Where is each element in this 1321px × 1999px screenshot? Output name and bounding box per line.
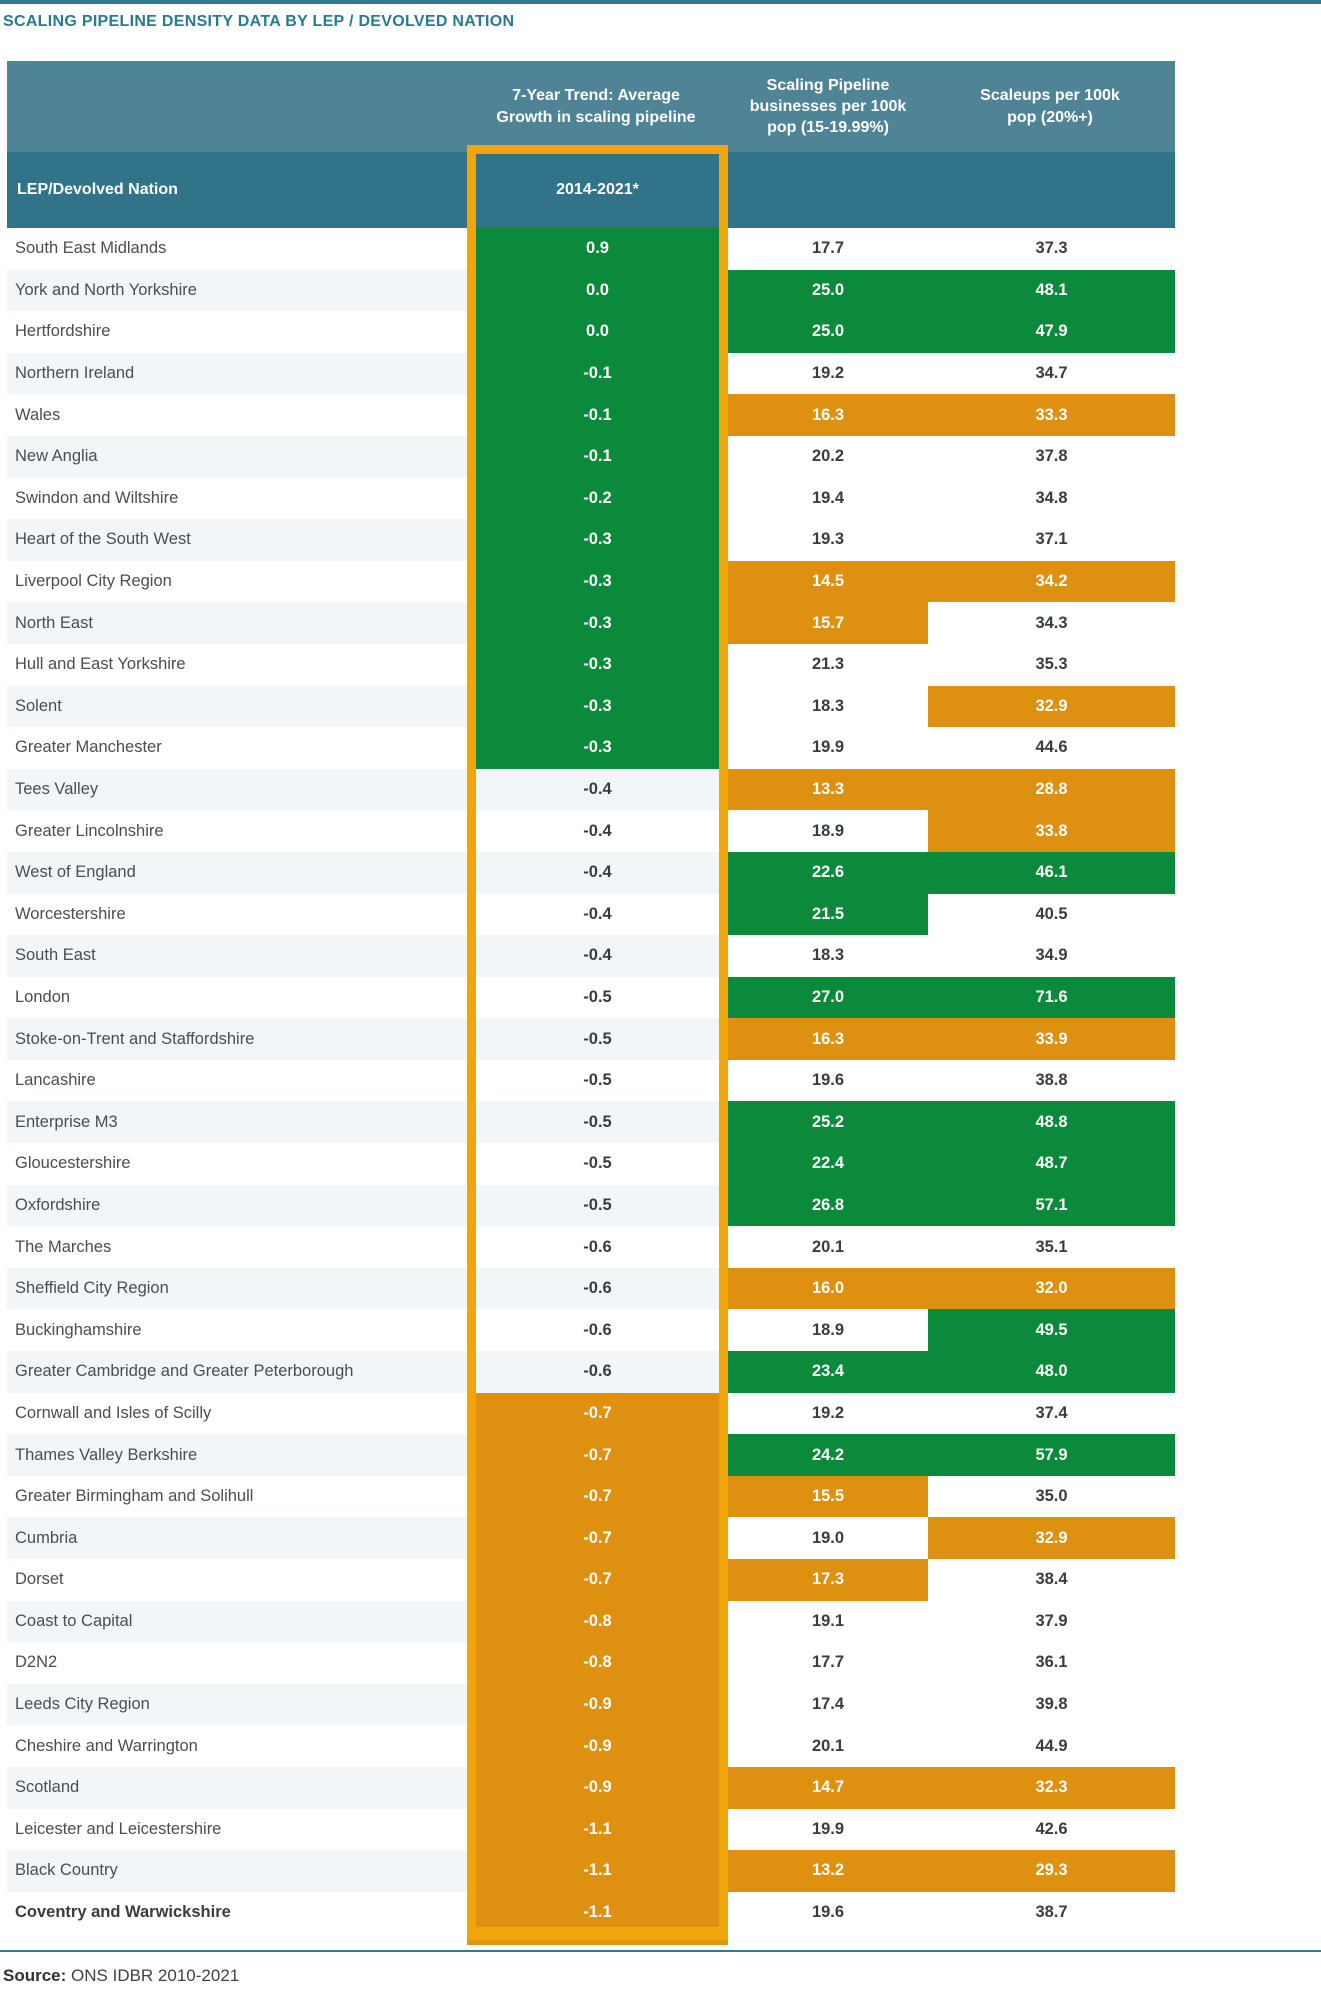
table-row: [7, 478, 1175, 520]
table-row: [7, 769, 1175, 811]
region-name-cell: South East: [15, 946, 96, 965]
region-name-cell: Solent: [15, 696, 62, 715]
table-row: [7, 519, 1175, 561]
table-row: [7, 894, 1175, 936]
source-note: [3, 1966, 239, 1986]
trend-value-cell: -0.3: [476, 519, 719, 561]
region-name-cell: New Anglia: [15, 447, 98, 466]
scaleups-density-cell: 35.1: [1035, 1237, 1068, 1256]
header-pipeline-column: Scaling Pipeline businesses per 100k pop (15-19.99%): [749, 76, 907, 137]
scaleups-density-cell: 35.0: [1035, 1487, 1068, 1506]
pipeline-density-cell: 15.7: [728, 602, 928, 644]
region-name-cell: Thames Valley Berkshire: [15, 1445, 198, 1464]
table-row: [7, 977, 1175, 1019]
scaleups-density-cell: 37.9: [1035, 1611, 1068, 1630]
trend-value-cell: -0.3: [476, 602, 719, 644]
region-name-cell: Dorset: [15, 1570, 64, 1589]
scaleups-density-cell: 32.3: [928, 1767, 1175, 1809]
region-name-cell: Tees Valley: [15, 780, 99, 799]
region-name-cell: Heart of the South West: [15, 530, 191, 549]
source-text: ONS IDBR 2010-2021: [71, 1966, 240, 1985]
pipeline-density-cell: 21.3: [811, 655, 845, 674]
table-row: [7, 1850, 1175, 1892]
region-name-cell: D2N2: [15, 1653, 58, 1672]
region-name-cell: Wales: [15, 405, 61, 424]
pipeline-density-cell: 19.6: [811, 1903, 845, 1922]
scaleups-density-cell: 37.8: [1035, 447, 1068, 466]
trend-value-cell: -0.1: [476, 353, 719, 395]
trend-value-cell: -0.7: [476, 1517, 719, 1559]
trend-value-cell: -0.9: [476, 1725, 719, 1767]
region-name-cell: Lancashire: [15, 1071, 96, 1090]
trend-value-cell: -0.9: [476, 1767, 719, 1809]
pipeline-density-cell: 19.1: [811, 1611, 845, 1630]
scaleups-density-cell: 35.3: [1035, 655, 1068, 674]
scaleups-density-cell: 38.8: [1035, 1071, 1068, 1090]
pipeline-density-cell: 18.9: [811, 821, 845, 840]
region-name-cell: Liverpool City Region: [15, 572, 172, 591]
trend-value-cell: -0.3: [476, 561, 719, 603]
region-name-cell: Worcestershire: [15, 904, 126, 923]
pipeline-density-cell: 20.1: [811, 1736, 845, 1755]
pipeline-density-cell: 20.2: [811, 447, 845, 466]
scaleups-density-cell: 46.1: [928, 852, 1175, 894]
table-row: [7, 1684, 1175, 1726]
trend-value-cell: 0.9: [476, 228, 719, 270]
trend-value-cell: -0.4: [583, 946, 612, 965]
scaleups-density-cell: 38.7: [1035, 1903, 1068, 1922]
table-row: [7, 1309, 1175, 1351]
table-body: [7, 228, 1175, 1933]
region-name-cell: The Marches: [15, 1237, 112, 1256]
region-name-cell: Leicester and Leicestershire: [15, 1819, 222, 1838]
table-row: [7, 1268, 1175, 1310]
table-row: [7, 561, 1175, 603]
scaleups-density-cell: 48.8: [928, 1101, 1175, 1143]
trend-value-cell: -1.1: [476, 1892, 719, 1934]
source-label: Source:: [3, 1966, 67, 1985]
density-table: [7, 61, 1175, 1933]
region-name-cell: Cheshire and Warrington: [15, 1736, 198, 1755]
table-row: [7, 1351, 1175, 1393]
region-name-cell: Scotland: [15, 1778, 80, 1797]
pipeline-density-cell: 18.3: [811, 946, 845, 965]
region-name-cell: South East Midlands: [15, 239, 167, 258]
trend-value-cell: -0.5: [583, 1195, 612, 1214]
trend-value-cell: -0.4: [583, 780, 612, 799]
scaleups-density-cell: 57.9: [928, 1434, 1175, 1476]
scaleups-density-cell: 49.5: [928, 1309, 1175, 1351]
pipeline-density-cell: 22.4: [728, 1143, 928, 1185]
trend-value-cell: -0.9: [476, 1684, 719, 1726]
header-trend-column: 7-Year Trend: Average Growth in scaling pipeline: [496, 87, 696, 126]
header-trend-period: 2014-2021*: [556, 181, 639, 199]
trend-value-cell: -0.7: [476, 1476, 719, 1518]
pipeline-density-cell: 17.7: [811, 1653, 845, 1672]
pipeline-density-cell: 25.0: [728, 270, 928, 312]
table-row: [7, 1517, 1175, 1559]
table-row: [7, 1434, 1175, 1476]
region-name-cell: Swindon and Wiltshire: [15, 488, 179, 507]
pipeline-density-cell: 23.4: [728, 1351, 928, 1393]
trend-value-cell: 0.0: [476, 270, 719, 312]
region-name-cell: Hull and East Yorkshire: [15, 655, 186, 674]
pipeline-density-cell: 13.3: [728, 769, 928, 811]
trend-value-cell: -0.7: [476, 1434, 719, 1476]
table-row: [7, 1060, 1175, 1102]
scaleups-density-cell: 39.8: [1035, 1695, 1068, 1714]
scaleups-density-cell: 40.5: [1035, 904, 1068, 923]
scaleups-density-cell: 34.2: [928, 561, 1175, 603]
region-name-cell: Hertfordshire: [15, 322, 111, 341]
trend-value-cell: -0.5: [583, 987, 612, 1006]
pipeline-density-cell: 16.3: [728, 394, 928, 436]
trend-value-cell: -0.3: [476, 727, 719, 769]
table-row: [7, 1393, 1175, 1435]
pipeline-density-cell: 26.8: [728, 1185, 928, 1227]
region-name-cell: Leeds City Region: [15, 1695, 150, 1714]
table-row: [7, 935, 1175, 977]
scaleups-density-cell: 34.8: [1035, 488, 1068, 507]
trend-value-cell: -0.8: [476, 1601, 719, 1643]
region-name-cell: Cumbria: [15, 1528, 78, 1547]
scaleups-density-cell: 32.9: [928, 1517, 1175, 1559]
scaleups-density-cell: 37.4: [1035, 1403, 1068, 1422]
trend-value-cell: -0.6: [583, 1237, 612, 1256]
trend-value-cell: 0.0: [476, 311, 719, 353]
trend-value-cell: -0.5: [583, 1071, 612, 1090]
trend-value-cell: -0.4: [583, 863, 612, 882]
trend-value-cell: -0.5: [583, 1029, 612, 1048]
table-row: [7, 1143, 1175, 1185]
trend-value-cell: -0.1: [476, 394, 719, 436]
header-lep-column: LEP/Devolved Nation: [17, 181, 178, 199]
pipeline-density-cell: 20.1: [811, 1237, 845, 1256]
pipeline-density-cell: 19.6: [811, 1071, 845, 1090]
scaleups-density-cell: 34.9: [1035, 946, 1068, 965]
scaleups-density-cell: 48.1: [928, 270, 1175, 312]
region-name-cell: Oxfordshire: [15, 1195, 101, 1214]
pipeline-density-cell: 25.2: [728, 1101, 928, 1143]
table-row: [7, 436, 1175, 478]
region-name-cell: Black Country: [15, 1861, 118, 1880]
pipeline-density-cell: 14.5: [728, 561, 928, 603]
trend-value-cell: -0.7: [476, 1393, 719, 1435]
scaleups-density-cell: 36.1: [1035, 1653, 1068, 1672]
region-name-cell: Greater Birmingham and Solihull: [15, 1487, 254, 1506]
region-name-cell: West of England: [15, 863, 136, 882]
trend-value-cell: -0.5: [583, 1154, 612, 1173]
pipeline-density-cell: 25.0: [728, 311, 928, 353]
pipeline-density-cell: 19.0: [811, 1528, 845, 1547]
trend-value-cell: -0.6: [583, 1279, 612, 1298]
scaleups-density-cell: 57.1: [928, 1185, 1175, 1227]
pipeline-density-cell: 21.5: [728, 894, 928, 936]
trend-value-cell: -0.1: [476, 436, 719, 478]
scaleups-density-cell: 29.3: [928, 1850, 1175, 1892]
trend-value-cell: -0.3: [476, 644, 719, 686]
scaleups-density-cell: 34.3: [1035, 613, 1068, 632]
pipeline-density-cell: 17.3: [728, 1559, 928, 1601]
region-name-cell: North East: [15, 613, 93, 632]
table-row: [7, 1809, 1175, 1851]
scaleups-density-cell: 33.9: [928, 1018, 1175, 1060]
header-scaleups-column: Scaleups per 100k pop (20%+): [980, 87, 1120, 126]
scaleups-density-cell: 32.9: [928, 686, 1175, 728]
table-row: [7, 270, 1175, 312]
table-row: [7, 602, 1175, 644]
pipeline-density-cell: 18.3: [811, 696, 845, 715]
scaleups-density-cell: 33.3: [928, 394, 1175, 436]
pipeline-density-cell: 19.2: [811, 1403, 845, 1422]
trend-value-cell: -0.8: [476, 1642, 719, 1684]
trend-value-cell: -0.6: [583, 1320, 612, 1339]
region-name-cell: Northern Ireland: [15, 364, 135, 383]
scaleups-density-cell: 32.0: [928, 1268, 1175, 1310]
scaleups-density-cell: 28.8: [928, 769, 1175, 811]
pipeline-density-cell: 19.2: [811, 364, 845, 383]
bottom-divider-rule: [0, 1950, 1321, 1952]
table-subheader-row: [7, 152, 1175, 228]
trend-value-cell: -0.3: [476, 686, 719, 728]
pipeline-density-cell: 14.7: [728, 1767, 928, 1809]
pipeline-density-cell: 19.9: [811, 1819, 845, 1838]
scaleups-density-cell: 38.4: [1035, 1570, 1068, 1589]
region-name-cell: Greater Manchester: [15, 738, 162, 757]
scaleups-density-cell: 34.7: [1035, 364, 1068, 383]
table-header-row: [7, 61, 1175, 152]
scaleups-density-cell: 71.6: [928, 977, 1175, 1019]
pipeline-density-cell: 19.9: [811, 738, 845, 757]
trend-value-cell: -0.7: [476, 1559, 719, 1601]
table-row: [7, 228, 1175, 270]
trend-value-cell: -1.1: [476, 1850, 719, 1892]
region-name-cell: Gloucestershire: [15, 1154, 131, 1173]
region-name-cell: Enterprise M3: [15, 1112, 118, 1131]
pipeline-density-cell: 16.0: [728, 1268, 928, 1310]
table-row: [7, 1476, 1175, 1518]
scaleups-density-cell: 37.1: [1035, 530, 1068, 549]
region-name-cell: Sheffield City Region: [15, 1279, 169, 1298]
scaleups-density-cell: 44.6: [1035, 738, 1068, 757]
table-row: [7, 686, 1175, 728]
pipeline-density-cell: 17.7: [811, 239, 845, 258]
region-name-cell: Coast to Capital: [15, 1611, 133, 1630]
table-row: [7, 311, 1175, 353]
pipeline-density-cell: 27.0: [728, 977, 928, 1019]
pipeline-density-cell: 15.5: [728, 1476, 928, 1518]
table-row: [7, 1725, 1175, 1767]
scaleups-density-cell: 33.8: [928, 810, 1175, 852]
scaleups-density-cell: 42.6: [1035, 1819, 1068, 1838]
table-row: [7, 727, 1175, 769]
region-name-cell: Greater Lincolnshire: [15, 821, 164, 840]
table-row: [7, 1018, 1175, 1060]
table-row: [7, 1559, 1175, 1601]
scaleups-density-cell: 37.3: [1035, 239, 1068, 258]
region-name-cell: York and North Yorkshire: [15, 280, 197, 299]
table-row: [7, 1101, 1175, 1143]
table-row: [7, 394, 1175, 436]
table-row: [7, 1226, 1175, 1268]
scaleups-density-cell: 44.9: [1035, 1736, 1068, 1755]
pipeline-density-cell: 22.6: [728, 852, 928, 894]
trend-value-cell: -0.2: [476, 478, 719, 520]
table-row: [7, 644, 1175, 686]
region-name-cell: Buckinghamshire: [15, 1320, 142, 1339]
trend-value-cell: -1.1: [476, 1809, 719, 1851]
top-border-bar: [0, 0, 1321, 4]
table-row: [7, 1767, 1175, 1809]
trend-value-cell: -0.6: [583, 1362, 612, 1381]
pipeline-density-cell: 19.4: [811, 488, 845, 507]
trend-value-cell: -0.5: [583, 1112, 612, 1131]
region-name-cell: Cornwall and Isles of Scilly: [15, 1403, 212, 1422]
table-row: [7, 810, 1175, 852]
region-name-cell: Stoke-on-Trent and Staffordshire: [15, 1029, 255, 1048]
scaleups-density-cell: 48.0: [928, 1351, 1175, 1393]
table-row: [7, 1642, 1175, 1684]
pipeline-density-cell: 17.4: [811, 1695, 845, 1714]
scaleups-density-cell: 48.7: [928, 1143, 1175, 1185]
region-name-cell: Coventry and Warwickshire: [15, 1903, 231, 1922]
table-row: [7, 1601, 1175, 1643]
pipeline-density-cell: 13.2: [728, 1850, 928, 1892]
pipeline-density-cell: 19.3: [811, 530, 845, 549]
pipeline-density-cell: 24.2: [728, 1434, 928, 1476]
region-name-cell: Greater Cambridge and Greater Peterborough: [15, 1362, 354, 1381]
region-name-cell: London: [15, 987, 71, 1006]
scaleups-density-cell: 47.9: [928, 311, 1175, 353]
table-row: [7, 1892, 1175, 1934]
table-row: [7, 353, 1175, 395]
table-row: [7, 852, 1175, 894]
pipeline-density-cell: 16.3: [728, 1018, 928, 1060]
pipeline-density-cell: 18.9: [811, 1320, 845, 1339]
trend-value-cell: -0.4: [583, 904, 612, 923]
table-row: [7, 1185, 1175, 1227]
table-title: SCALING PIPELINE DENSITY DATA BY LEP / DEVOLVED NATION: [3, 13, 515, 30]
trend-value-cell: -0.4: [583, 821, 612, 840]
